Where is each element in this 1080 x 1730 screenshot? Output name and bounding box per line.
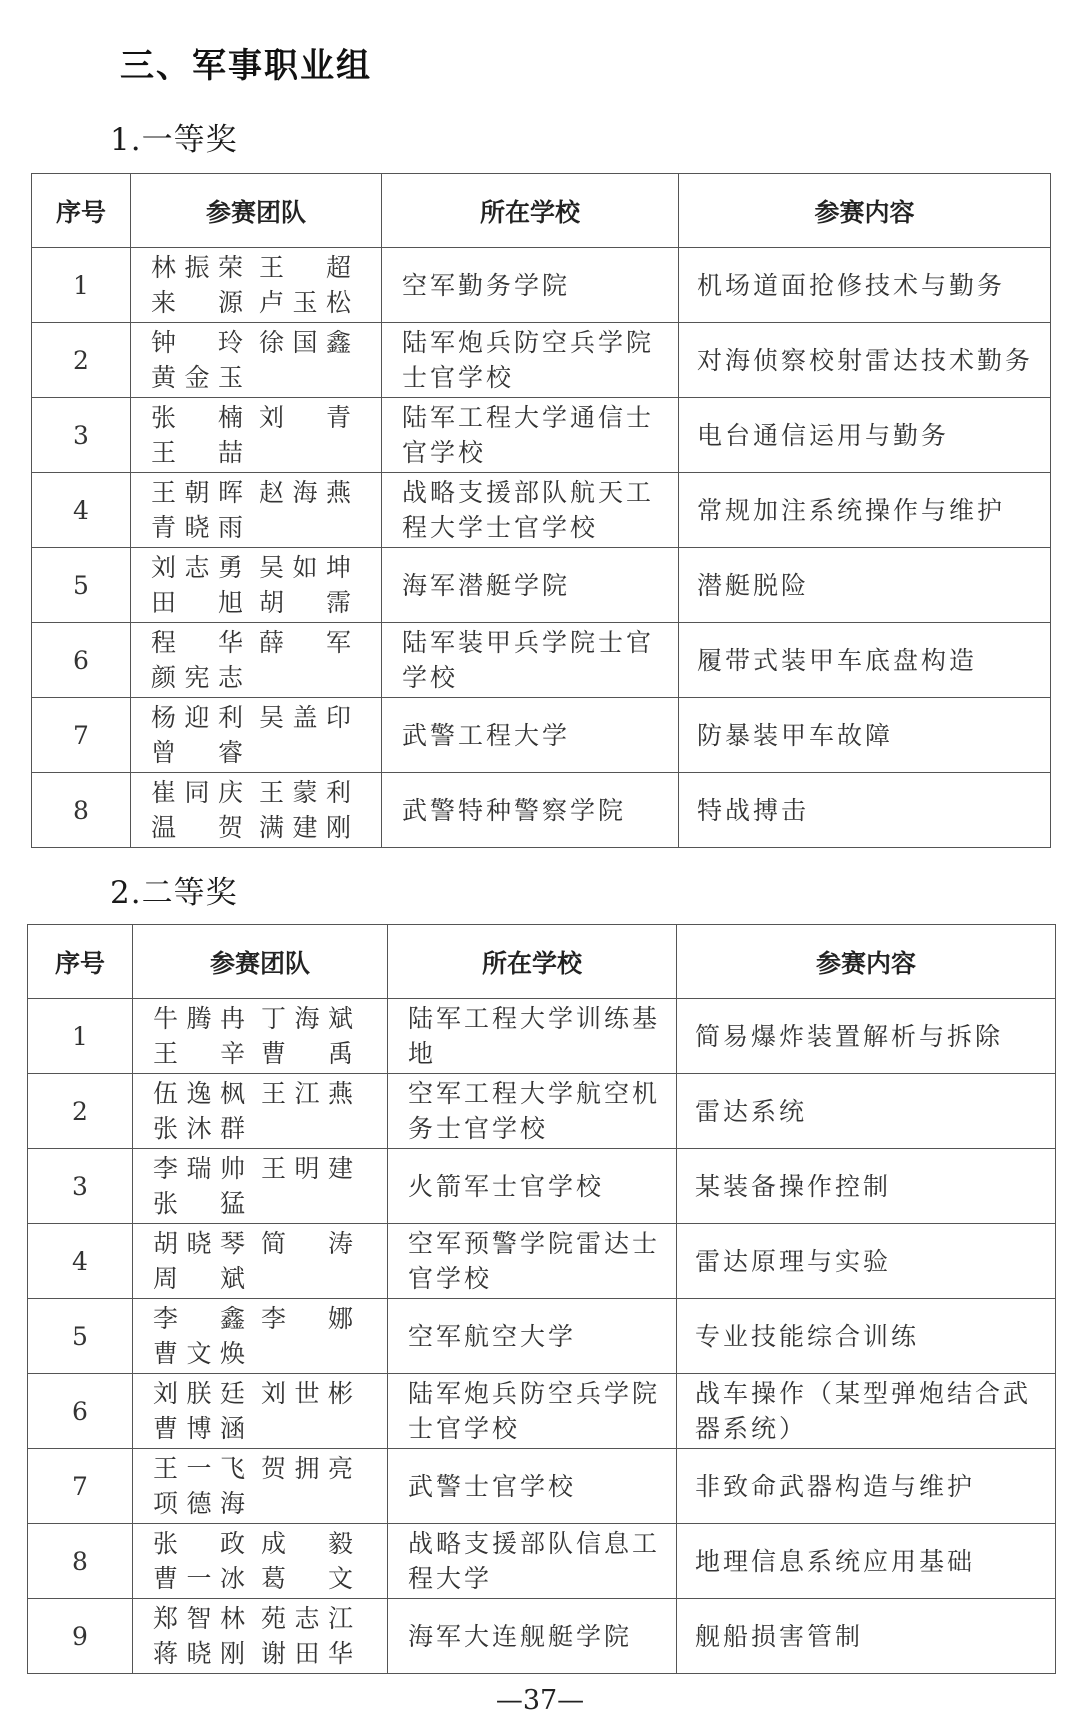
section-title: 三、军事职业组 [120, 46, 372, 86]
team-member-name: 王明建 [261, 1154, 353, 1183]
team-line [153, 1601, 353, 1636]
page-number: —37— [495, 1685, 585, 1716]
column-header-team: 参赛团队 [131, 174, 382, 248]
team-line [151, 510, 351, 545]
team-line [151, 810, 351, 845]
team-line [151, 660, 351, 695]
team-members [131, 623, 382, 698]
competition-content: 常规加注系统操作与维护 [679, 473, 1051, 548]
team-members [131, 248, 382, 323]
team-line [151, 625, 351, 660]
school-name: 战略支援部队信息工程大学 [388, 1524, 677, 1599]
competition-content: 履带式装甲车底盘构造 [679, 623, 1051, 698]
table-row [32, 698, 1051, 773]
row-index: 2 [32, 323, 131, 398]
team-member-name: 丁海斌 [261, 1004, 353, 1033]
team-member-name [259, 660, 351, 695]
team-member-name: 葛 文 [261, 1564, 353, 1593]
team-line [151, 285, 351, 320]
team-member-name [261, 1411, 353, 1446]
competition-content: 某装备操作控制 [677, 1149, 1056, 1224]
team-member-name [259, 510, 351, 545]
team-members [133, 1374, 388, 1449]
column-header-school: 所在学校 [382, 174, 679, 248]
team-members [131, 698, 382, 773]
team-member-name: 来 源 [151, 288, 243, 317]
team-members [133, 999, 388, 1074]
team-members [133, 1449, 388, 1524]
school-name: 火箭军士官学校 [388, 1149, 677, 1224]
team-line [153, 1001, 353, 1036]
first-prize-heading: 1.一等奖 [110, 122, 238, 158]
team-member-name: 青晓雨 [151, 513, 243, 542]
table-row [32, 323, 1051, 398]
row-index: 7 [32, 698, 131, 773]
first-prize-rows [32, 248, 1051, 848]
competition-content: 特战搏击 [679, 773, 1051, 848]
team-member-name: 卢玉松 [259, 288, 351, 317]
table-row [28, 999, 1056, 1074]
school-name: 陆军炮兵防空兵学院士官学校 [388, 1374, 677, 1449]
team-line [151, 735, 351, 770]
school-name: 武警士官学校 [388, 1449, 677, 1524]
competition-content: 潜艇脱险 [679, 548, 1051, 623]
team-line [151, 360, 351, 395]
team-member-name: 蒋晓刚 [153, 1639, 245, 1668]
team-line [151, 775, 351, 810]
competition-content: 战车操作（某型弹炮结合武器系统） [677, 1374, 1056, 1449]
table-header-row [32, 174, 1051, 248]
school-name: 海军大连舰艇学院 [388, 1599, 677, 1674]
team-line [153, 1526, 353, 1561]
column-header-index: 序号 [28, 925, 133, 999]
team-line [151, 325, 351, 360]
team-members [131, 548, 382, 623]
team-member-name: 徐国鑫 [259, 328, 351, 357]
team-line [153, 1301, 353, 1336]
team-member-name: 刘朕廷 [153, 1379, 245, 1408]
team-member-name: 杨迎利 [151, 703, 243, 732]
team-member-name: 成 毅 [261, 1529, 353, 1558]
team-members [131, 473, 382, 548]
table-row [32, 398, 1051, 473]
team-member-name: 黄金玉 [151, 363, 243, 392]
row-index: 5 [32, 548, 131, 623]
team-member-name: 曹 禹 [261, 1039, 353, 1068]
team-member-name: 满建刚 [259, 813, 351, 842]
team-member-name [261, 1336, 353, 1371]
first-prize-table [31, 173, 1051, 848]
table-row [28, 1524, 1056, 1599]
team-member-name: 周 斌 [153, 1264, 245, 1293]
team-line [151, 475, 351, 510]
row-index: 2 [28, 1074, 133, 1149]
team-member-name: 项德海 [153, 1489, 245, 1518]
team-member-name: 曹文焕 [153, 1339, 245, 1368]
table-row [28, 1149, 1056, 1224]
team-member-name: 郑智林 [153, 1604, 245, 1633]
team-member-name: 王 超 [259, 253, 351, 282]
team-members [131, 323, 382, 398]
team-member-name: 牛腾冉 [153, 1004, 245, 1033]
column-header-content: 参赛内容 [679, 174, 1051, 248]
table-row [32, 623, 1051, 698]
team-member-name: 曾 睿 [151, 738, 243, 767]
team-member-name: 王江燕 [261, 1079, 353, 1108]
competition-content: 电台通信运用与勤务 [679, 398, 1051, 473]
school-name: 海军潜艇学院 [382, 548, 679, 623]
team-member-name: 胡 霈 [259, 588, 351, 617]
team-member-name: 崔同庆 [151, 778, 243, 807]
team-line [153, 1036, 353, 1071]
team-line [151, 435, 351, 470]
competition-content: 简易爆炸装置解析与拆除 [677, 999, 1056, 1074]
row-index: 4 [28, 1224, 133, 1299]
team-member-name: 薛 军 [259, 628, 351, 657]
team-member-name: 吴盖印 [259, 703, 351, 732]
team-member-name: 曹一冰 [153, 1564, 245, 1593]
team-member-name: 王蒙利 [259, 778, 351, 807]
team-member-name: 张 政 [153, 1529, 245, 1558]
row-index: 1 [28, 999, 133, 1074]
table-row [28, 1224, 1056, 1299]
row-index: 1 [32, 248, 131, 323]
row-index: 7 [28, 1449, 133, 1524]
row-index: 8 [28, 1524, 133, 1599]
row-index: 6 [28, 1374, 133, 1449]
competition-content: 非致命武器构造与维护 [677, 1449, 1056, 1524]
team-members [133, 1224, 388, 1299]
table-row [28, 1299, 1056, 1374]
team-member-name: 王朝晖 [151, 478, 243, 507]
row-index: 9 [28, 1599, 133, 1674]
school-name: 战略支援部队航天工程大学士官学校 [382, 473, 679, 548]
table-row [32, 248, 1051, 323]
team-member-name: 刘世彬 [261, 1379, 353, 1408]
team-member-name: 李 鑫 [153, 1304, 245, 1333]
team-member-name: 田 旭 [151, 588, 243, 617]
team-member-name: 张 猛 [153, 1189, 245, 1218]
competition-content: 对海侦察校射雷达技术勤务 [679, 323, 1051, 398]
team-line [151, 700, 351, 735]
competition-content: 防暴装甲车故障 [679, 698, 1051, 773]
team-line [153, 1151, 353, 1186]
school-name: 陆军工程大学通信士官学校 [382, 398, 679, 473]
team-line [153, 1486, 353, 1521]
team-line [153, 1411, 353, 1446]
row-index: 6 [32, 623, 131, 698]
team-line [153, 1561, 353, 1596]
team-members [133, 1074, 388, 1149]
team-line [151, 585, 351, 620]
column-header-content: 参赛内容 [677, 925, 1056, 999]
second-prize-heading: 2.二等奖 [110, 875, 238, 911]
team-members [133, 1524, 388, 1599]
team-members [133, 1149, 388, 1224]
school-name: 空军预警学院雷达士官学校 [388, 1224, 677, 1299]
team-member-name [261, 1111, 353, 1146]
table-header-row [28, 925, 1056, 999]
row-index: 3 [32, 398, 131, 473]
team-line [151, 400, 351, 435]
team-line [153, 1111, 353, 1146]
team-line [151, 250, 351, 285]
table-row [28, 1449, 1056, 1524]
team-members [133, 1299, 388, 1374]
team-member-name: 伍逸枫 [153, 1079, 245, 1108]
competition-content: 机场道面抢修技术与勤务 [679, 248, 1051, 323]
row-index: 4 [32, 473, 131, 548]
row-index: 3 [28, 1149, 133, 1224]
team-member-name: 王一飞 [153, 1454, 245, 1483]
team-members [131, 398, 382, 473]
row-index: 5 [28, 1299, 133, 1374]
team-member-name: 王 辛 [153, 1039, 245, 1068]
table-row [28, 1374, 1056, 1449]
school-name: 陆军装甲兵学院士官学校 [382, 623, 679, 698]
competition-content: 雷达系统 [677, 1074, 1056, 1149]
team-member-name: 简 涛 [261, 1229, 353, 1258]
team-member-name: 曹博涵 [153, 1414, 245, 1443]
team-member-name [261, 1486, 353, 1521]
team-member-name: 颜宪志 [151, 663, 243, 692]
team-member-name [261, 1186, 353, 1221]
column-header-index: 序号 [32, 174, 131, 248]
team-member-name: 温 贺 [151, 813, 243, 842]
school-name: 空军工程大学航空机务士官学校 [388, 1074, 677, 1149]
team-member-name: 谢田华 [261, 1639, 353, 1668]
team-member-name: 张沐群 [153, 1114, 245, 1143]
team-member-name: 苑志江 [261, 1604, 353, 1633]
second-prize-rows [28, 999, 1056, 1674]
team-member-name: 胡晓琴 [153, 1229, 245, 1258]
team-member-name: 王 喆 [151, 438, 243, 467]
team-line [153, 1186, 353, 1221]
team-member-name: 贺拥亮 [261, 1454, 353, 1483]
school-name: 空军勤务学院 [382, 248, 679, 323]
table-row [28, 1074, 1056, 1149]
school-name: 陆军工程大学训练基地 [388, 999, 677, 1074]
team-member-name [259, 360, 351, 395]
team-member-name: 张 楠 [151, 403, 243, 432]
team-line [153, 1451, 353, 1486]
team-member-name: 李 娜 [261, 1304, 353, 1333]
table-row [32, 773, 1051, 848]
team-member-name: 刘 青 [259, 403, 351, 432]
competition-content: 雷达原理与实验 [677, 1224, 1056, 1299]
team-member-name: 程 华 [151, 628, 243, 657]
team-member-name [259, 435, 351, 470]
team-line [153, 1076, 353, 1111]
team-line [153, 1336, 353, 1371]
table-row [32, 548, 1051, 623]
column-header-team: 参赛团队 [133, 925, 388, 999]
competition-content: 地理信息系统应用基础 [677, 1524, 1056, 1599]
team-member-name: 赵海燕 [259, 478, 351, 507]
school-name: 空军航空大学 [388, 1299, 677, 1374]
school-name: 陆军炮兵防空兵学院士官学校 [382, 323, 679, 398]
team-line [151, 550, 351, 585]
team-member-name: 李瑞帅 [153, 1154, 245, 1183]
column-header-school: 所在学校 [388, 925, 677, 999]
school-name: 武警工程大学 [382, 698, 679, 773]
table-row [28, 1599, 1056, 1674]
team-member-name: 刘志勇 [151, 553, 243, 582]
competition-content: 舰船损害管制 [677, 1599, 1056, 1674]
team-member-name: 钟 玲 [151, 328, 243, 357]
team-member-name [261, 1261, 353, 1296]
second-prize-table [27, 924, 1056, 1674]
team-member-name: 吴如坤 [259, 553, 351, 582]
team-member-name: 林振荣 [151, 253, 243, 282]
row-index: 8 [32, 773, 131, 848]
school-name: 武警特种警察学院 [382, 773, 679, 848]
team-members [131, 773, 382, 848]
team-line [153, 1636, 353, 1671]
competition-content: 专业技能综合训练 [677, 1299, 1056, 1374]
team-line [153, 1226, 353, 1261]
table-row [32, 473, 1051, 548]
team-line [153, 1376, 353, 1411]
team-members [133, 1599, 388, 1674]
team-line [153, 1261, 353, 1296]
team-member-name [259, 735, 351, 770]
